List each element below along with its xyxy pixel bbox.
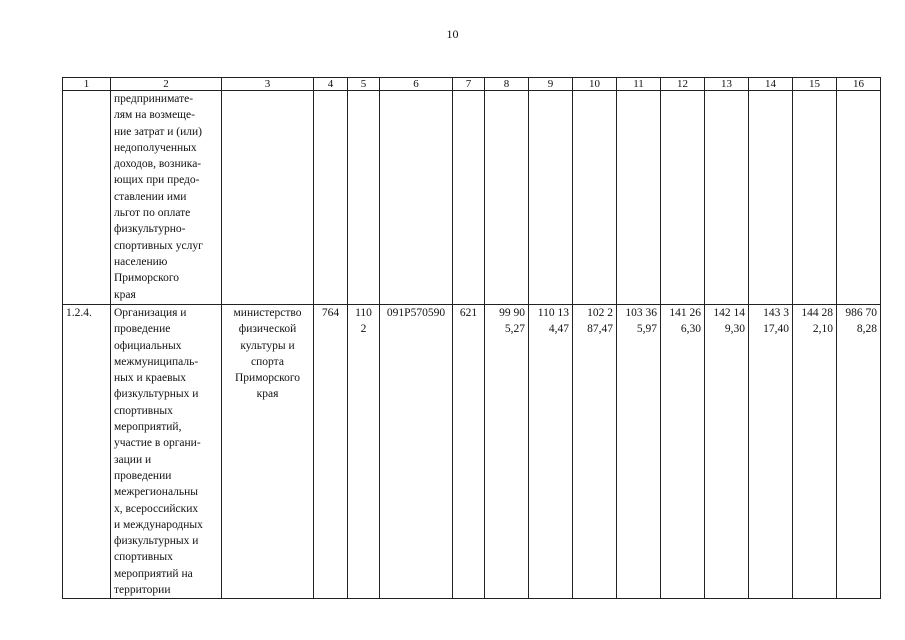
amount-cell: 141 26 6,30 (661, 305, 705, 599)
code-cell (314, 91, 348, 305)
amount-cell (749, 91, 793, 305)
budget-table (62, 77, 881, 599)
column-header: 4 (314, 78, 348, 91)
amount-cell: 144 28 2,10 (793, 305, 837, 599)
code-cell: 110 2 (348, 305, 380, 599)
column-header: 15 (793, 78, 837, 91)
column-header: 3 (222, 78, 314, 91)
amount-cell: 99 90 5,27 (485, 305, 529, 599)
column-header: 16 (837, 78, 881, 91)
column-header: 2 (111, 78, 222, 91)
amount-cell (573, 91, 617, 305)
column-header: 9 (529, 78, 573, 91)
column-header: 1 (63, 78, 111, 91)
amount-cell: 110 13 4,47 (529, 305, 573, 599)
item-number-cell: 1.2.4. (63, 305, 111, 599)
amount-cell (661, 91, 705, 305)
amount-cell (705, 91, 749, 305)
amount-cell: 986 70 8,28 (837, 305, 881, 599)
amount-cell (793, 91, 837, 305)
code-cell (348, 91, 380, 305)
item-number-cell (63, 91, 111, 305)
column-header: 7 (453, 78, 485, 91)
amount-cell (837, 91, 881, 305)
code-cell: 091Р570590 (380, 305, 453, 599)
amount-cell: 142 14 9,30 (705, 305, 749, 599)
executor-cell (222, 91, 314, 305)
amount-cell: 103 36 5,97 (617, 305, 661, 599)
column-header: 5 (348, 78, 380, 91)
amount-cell (529, 91, 573, 305)
description-cell: предпринимате- лям на возмеще- ние затрат и (или) недополученных доходов, возника- ющих при предо- ставлении ими льгот по оплате физкультурно- спортивных услуг населению Приморского края (111, 91, 222, 305)
column-header: 14 (749, 78, 793, 91)
table-row (63, 305, 881, 599)
column-header: 12 (661, 78, 705, 91)
column-header: 6 (380, 78, 453, 91)
executor-cell: министерство физической культуры и спорта Приморского края (222, 305, 314, 599)
code-cell: 621 (453, 305, 485, 599)
amount-cell: 102 2 87,47 (573, 305, 617, 599)
column-header: 8 (485, 78, 529, 91)
table-row (63, 91, 881, 305)
code-cell (453, 91, 485, 305)
amount-cell (617, 91, 661, 305)
column-header: 11 (617, 78, 661, 91)
description-cell: Организация и проведение официальных межмуниципаль- ных и краевых физкультурных и спортивных мероприятий, участие в органи- зации и проведении межрегиональны х, всероссийских и международных физкультурных и спортивных мероприятий на территории (111, 305, 222, 599)
column-header: 10 (573, 78, 617, 91)
code-cell: 764 (314, 305, 348, 599)
code-cell (380, 91, 453, 305)
amount-cell: 143 3 17,40 (749, 305, 793, 599)
column-numbers-row (63, 78, 881, 91)
page-number: 10 (446, 27, 459, 41)
amount-cell (485, 91, 529, 305)
column-header: 13 (705, 78, 749, 91)
